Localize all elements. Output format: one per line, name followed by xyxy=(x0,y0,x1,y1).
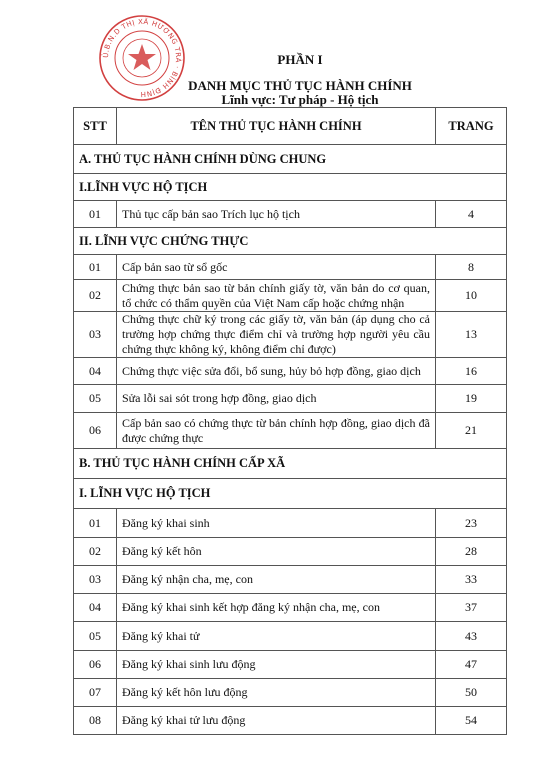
table-row xyxy=(74,707,507,735)
page-number: 19 xyxy=(436,385,507,413)
table-row xyxy=(74,622,507,651)
row-number: 02 xyxy=(74,280,117,312)
header-stt: STT xyxy=(74,108,117,145)
page-number: 50 xyxy=(436,679,507,707)
row-number: 08 xyxy=(74,707,117,735)
section-title: I. LĨNH VỰC HỘ TỊCH xyxy=(74,479,507,509)
page-number: 4 xyxy=(436,201,507,228)
page-number: 28 xyxy=(436,538,507,566)
table-row xyxy=(74,566,507,594)
section-row xyxy=(74,174,507,201)
part-heading: PHẦN I xyxy=(277,52,323,67)
row-number: 01 xyxy=(74,201,117,228)
table-row xyxy=(74,594,507,622)
procedure-name: Đăng ký khai sinh lưu động xyxy=(117,651,436,679)
procedure-name: Chứng thực chữ ký trong các giấy tờ, văn bản (áp dụng cho cả trường hợp chứng thực điểm chỉ và trường hợp người yêu cầu chứng thực không ký, không điểm chỉ được) xyxy=(117,312,436,358)
procedure-name: Đăng ký khai tử lưu động xyxy=(117,707,436,735)
procedure-name: Thủ tục cấp bản sao Trích lục hộ tịch xyxy=(117,201,436,228)
procedure-table xyxy=(73,107,507,735)
table-row xyxy=(74,201,507,228)
row-number: 03 xyxy=(74,566,117,594)
procedure-name: Đăng ký khai tử xyxy=(117,622,436,651)
procedure-name: Đăng ký khai sinh kết hợp đăng ký nhận cha, mẹ, con xyxy=(117,594,436,622)
header-name: TÊN THỦ TỤC HÀNH CHÍNH xyxy=(117,108,436,145)
document-subtitle: Lĩnh vực: Tư pháp - Hộ tịch xyxy=(221,92,379,107)
row-number: 01 xyxy=(74,509,117,538)
table-row xyxy=(74,651,507,679)
section-title: B. THỦ TỤC HÀNH CHÍNH CẤP XÃ xyxy=(74,449,507,479)
document-title: DANH MỤC THỦ TỤC HÀNH CHÍNH xyxy=(188,78,412,93)
section-title: II. LĨNH VỰC CHỨNG THỰC xyxy=(74,228,507,255)
procedure-name: Chứng thực việc sửa đổi, bổ sung, hủy bỏ hợp đồng, giao dịch xyxy=(117,358,436,385)
section-title: A. THỦ TỤC HÀNH CHÍNH DÙNG CHUNG xyxy=(74,145,507,174)
table-row xyxy=(74,312,507,358)
page-number: 54 xyxy=(436,707,507,735)
procedure-name: Cấp bản sao có chứng thực từ bản chính hợp đồng, giao dịch đã được chứng thực xyxy=(117,413,436,449)
page-number: 10 xyxy=(436,280,507,312)
procedure-name: Đăng ký kết hôn lưu động xyxy=(117,679,436,707)
page-number: 33 xyxy=(436,566,507,594)
table-row xyxy=(74,538,507,566)
header-page: TRANG xyxy=(436,108,507,145)
table-row xyxy=(74,679,507,707)
table-header-row xyxy=(74,108,507,145)
section-row xyxy=(74,449,507,479)
table-row xyxy=(74,358,507,385)
section-title: I.LĨNH VỰC HỘ TỊCH xyxy=(74,174,507,201)
row-number: 07 xyxy=(74,679,117,707)
table-row xyxy=(74,280,507,312)
row-number: 04 xyxy=(74,594,117,622)
row-number: 01 xyxy=(74,255,117,280)
row-number: 03 xyxy=(74,312,117,358)
table-row xyxy=(74,255,507,280)
procedure-name: Đăng ký kết hôn xyxy=(117,538,436,566)
page-number: 23 xyxy=(436,509,507,538)
row-number: 02 xyxy=(74,538,117,566)
section-row xyxy=(74,479,507,509)
procedure-name: Cấp bản sao từ sổ gốc xyxy=(117,255,436,280)
page-number: 37 xyxy=(436,594,507,622)
row-number: 04 xyxy=(74,358,117,385)
seal-text: Ủ.B.N.D THỊ XÃ HƯƠNG TRÀ · BÌNH ĐỊNH xyxy=(101,17,183,99)
table-row xyxy=(74,413,507,449)
procedure-name: Đăng ký khai sinh xyxy=(117,509,436,538)
section-row xyxy=(74,145,507,174)
page-number: 13 xyxy=(436,312,507,358)
row-number: 06 xyxy=(74,651,117,679)
page-number: 47 xyxy=(436,651,507,679)
page-number: 43 xyxy=(436,622,507,651)
procedure-name: Sửa lỗi sai sót trong hợp đồng, giao dịch xyxy=(117,385,436,413)
section-row xyxy=(74,228,507,255)
row-number: 06 xyxy=(74,413,117,449)
row-number: 05 xyxy=(74,622,117,651)
table-row xyxy=(74,385,507,413)
table-row xyxy=(74,509,507,538)
procedure-name: Đăng ký nhận cha, mẹ, con xyxy=(117,566,436,594)
page-number: 21 xyxy=(436,413,507,449)
row-number: 05 xyxy=(74,385,117,413)
page-number: 16 xyxy=(436,358,507,385)
page-number: 8 xyxy=(436,255,507,280)
procedure-name: Chứng thực bản sao từ bản chính giấy tờ, văn bản do cơ quan, tổ chức có thẩm quyền của Việt Nam cấp hoặc chứng nhận xyxy=(117,280,436,312)
